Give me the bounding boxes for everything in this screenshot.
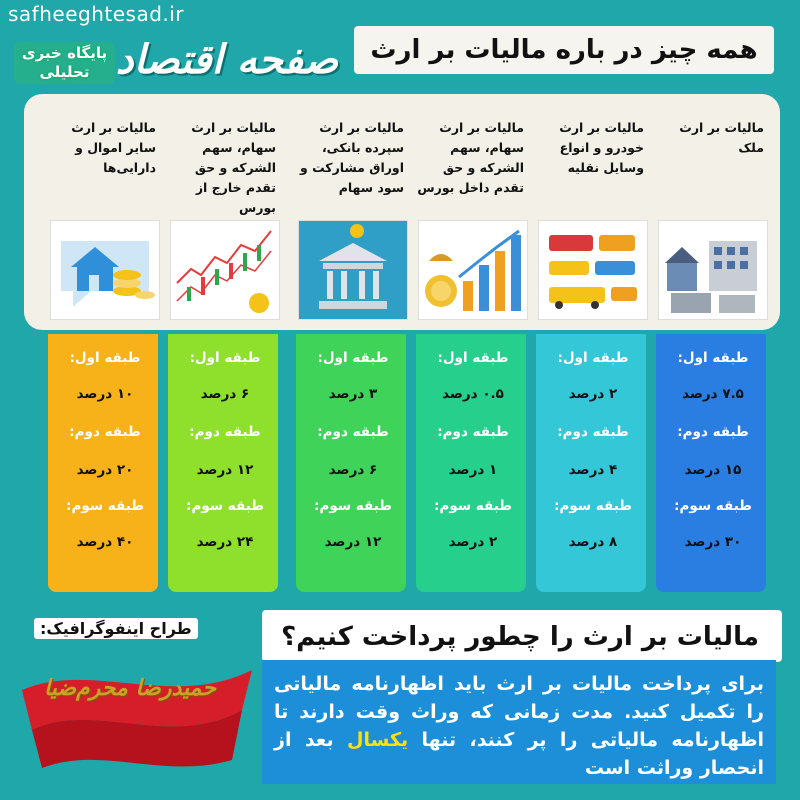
brand-subtitle: پایگاه خبری تحلیلی [14, 42, 115, 84]
rate-box [416, 334, 526, 592]
rate-box [48, 334, 158, 592]
tier-label: طبقه سوم: [434, 498, 512, 514]
tier-value: ۱۵ درصد [684, 462, 742, 478]
stock-chart-icon [170, 220, 280, 320]
tier-value: ۱۲ درصد [196, 462, 254, 478]
tier-value: ۲۰ درصد [76, 462, 134, 478]
tier-value: ۱۲ درصد [324, 534, 382, 550]
stock-growth-icon [418, 220, 528, 320]
body-text-after: بعد از انحصار وراثت است [274, 729, 764, 779]
site-url[interactable]: safheeghtesad.ir [8, 2, 185, 26]
category-title: مالیات بر ارث سهام، سهم الشرکه و حق تقدم خارج از بورس [191, 120, 276, 215]
tier-value: ۶ درصد [200, 386, 250, 402]
tier-label: طبقه سوم: [554, 498, 632, 514]
tier-value: ۲۴ درصد [196, 534, 254, 550]
brand-logo: صفحه اقتصاد [115, 36, 339, 83]
category-title: مالیات بر ارث سهام، سهم الشرکه و حق تقدم داخل بورس [417, 120, 524, 195]
tier-label: طبقه اول: [437, 350, 509, 366]
bank-icon [298, 220, 408, 320]
category-title: مالیات بر ارث خودرو و انواع وسایل نقلیه [559, 120, 644, 175]
designer-signature: حمیدرضا محرم‌ضیا [44, 675, 216, 701]
tier-value: ۲ درصد [568, 386, 618, 402]
rate-box [296, 334, 406, 592]
category-title: مالیات بر ارث ملک [679, 120, 764, 155]
tier-label: طبقه سوم: [314, 498, 392, 514]
section-title: مالیات بر ارث را چطور پرداخت کنیم؟ [281, 622, 759, 652]
tier-value: ۱ درصد [448, 462, 498, 478]
tier-label: طبقه سوم: [674, 498, 752, 514]
rate-box [168, 334, 278, 592]
rate-box [536, 334, 646, 592]
tier-value: ۲ درصد [448, 534, 498, 550]
tier-value: ۱۰ درصد [76, 386, 134, 402]
tier-value: ۰.۵ درصد [442, 386, 504, 402]
tier-label: طبقه دوم: [189, 424, 261, 440]
tier-value: ۴۰ درصد [76, 534, 134, 550]
body-highlight: یکسال [347, 729, 409, 751]
tier-value: ۸ درصد [568, 534, 618, 550]
category-title: مالیات بر ارث سایر اموال و دارایی‌ها [71, 120, 156, 175]
tier-label: طبقه اول: [677, 350, 749, 366]
body-text-before: برای پرداخت مالیات بر ارث باید اظهارنامه مالیاتی را تکمیل کنید. مدت زمانی که وراث وقت دارند تا اظهارنامه مالیاتی را پر کنند، تنها [274, 673, 764, 751]
tier-label: طبقه سوم: [66, 498, 144, 514]
house-coins-icon [50, 220, 160, 320]
tier-label: طبقه دوم: [317, 424, 389, 440]
section-body [274, 670, 764, 782]
buildings-icon [658, 220, 768, 320]
tier-label: طبقه دوم: [69, 424, 141, 440]
tier-label: طبقه اول: [69, 350, 141, 366]
tier-value: ۷.۵ درصد [682, 386, 744, 402]
designer-label: طراح اینفوگرافیک: [34, 618, 198, 639]
vehicles-icon [538, 220, 648, 320]
tier-value: ۴ درصد [568, 462, 618, 478]
tier-label: طبقه اول: [317, 350, 389, 366]
category-title: مالیات بر ارث سپرده بانکی، اوراق مشارکت و سود سهام [299, 120, 404, 195]
tier-label: طبقه دوم: [677, 424, 749, 440]
tier-label: طبقه اول: [557, 350, 629, 366]
tier-value: ۶ درصد [328, 462, 378, 478]
tier-value: ۳ درصد [328, 386, 378, 402]
tier-label: طبقه سوم: [186, 498, 264, 514]
rate-box [656, 334, 766, 592]
tier-label: طبقه اول: [189, 350, 261, 366]
tier-value: ۳۰ درصد [684, 534, 742, 550]
tier-label: طبقه دوم: [557, 424, 629, 440]
page-title: همه چیز در باره مالیات بر ارث [354, 26, 774, 74]
ribbon-icon [12, 650, 262, 780]
tier-label: طبقه دوم: [437, 424, 509, 440]
